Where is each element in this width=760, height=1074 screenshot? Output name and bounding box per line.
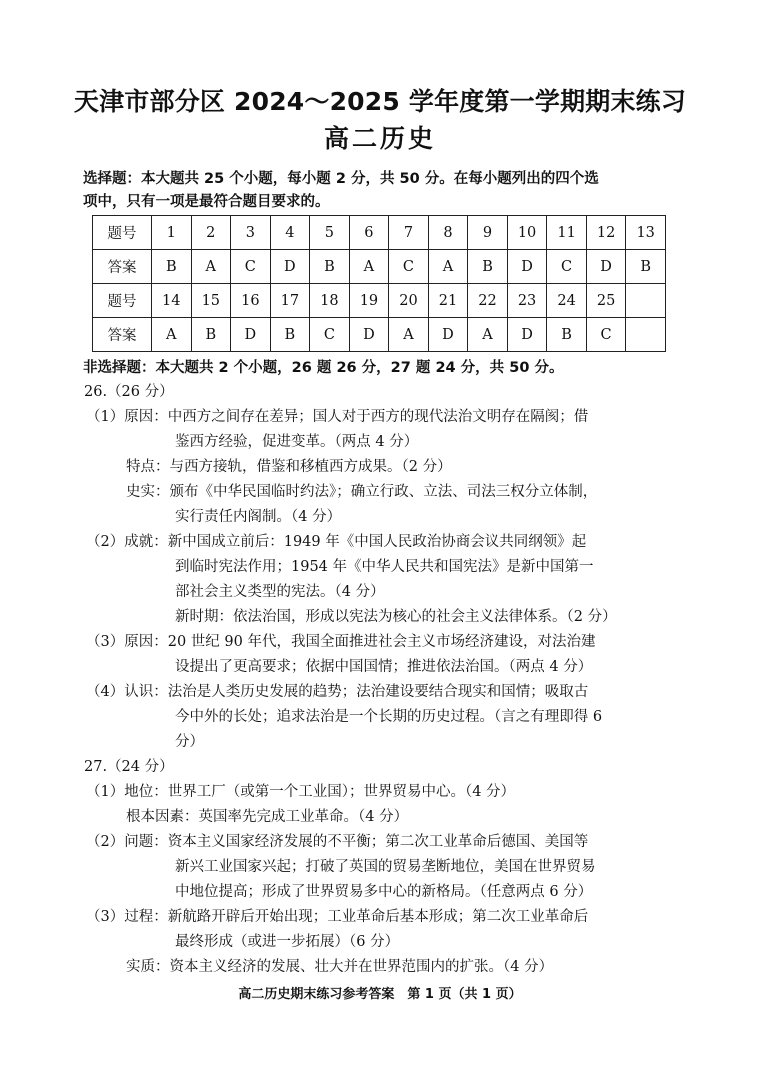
table-cell: 12 — [586, 216, 626, 250]
table-cell: D — [586, 250, 626, 284]
table-cell: 7 — [389, 216, 429, 250]
choice-instructions-line2: 项中，只有一项是最符合题目要求的。 — [83, 194, 330, 210]
table-cell: 5 — [310, 216, 350, 250]
table-cell: 13 — [626, 216, 666, 250]
table-cell: 24 — [547, 284, 587, 318]
answer-line: 中地位提高；形成了世界贸易多中心的新格局。（任意两点 6 分） — [175, 884, 593, 900]
table-cell: 17 — [270, 284, 310, 318]
table-cell: B — [270, 318, 310, 352]
table-cell: 23 — [507, 284, 547, 318]
document-title: 天津市部分区 2024～2025 学年度第一学期期末练习 — [73, 87, 687, 116]
table-cell: C — [231, 250, 271, 284]
choice-instructions-line1: 选择题：本大题共 25 个小题，每小题 2 分，共 50 分。在每小题列出的四个选 — [83, 171, 599, 187]
row-header-num: 题号 — [93, 284, 152, 318]
table-cell: C — [586, 318, 626, 352]
table-cell: 19 — [349, 284, 389, 318]
table-row-answers-2 — [93, 318, 666, 352]
table-cell: A — [389, 318, 429, 352]
answer-line: 分） — [175, 734, 204, 750]
answer-line: 鉴西方经验，促进变革。（两点 4 分） — [175, 434, 419, 450]
q26-heading: 26.（26 分） — [84, 384, 174, 400]
table-cell: 14 — [152, 284, 192, 318]
table-cell: B — [468, 250, 508, 284]
table-cell: 6 — [349, 216, 389, 250]
table-cell: 20 — [389, 284, 429, 318]
table-cell: 1 — [152, 216, 192, 250]
table-row-numbers-2 — [93, 284, 666, 318]
table-cell: B — [626, 250, 666, 284]
table-cell: A — [428, 250, 468, 284]
table-cell: A — [152, 318, 192, 352]
row-header-ans: 答案 — [93, 250, 152, 284]
table-cell: C — [310, 318, 350, 352]
document-subtitle: 高二历史 — [323, 124, 436, 153]
answer-line: （3）原因：20 世纪 90 年代，我国全面推进社会主义市场经济建设，对法治建 — [86, 634, 596, 650]
table-row-answers-1 — [93, 250, 666, 284]
row-header-num: 题号 — [93, 216, 152, 250]
answer-line: 部社会主义类型的宪法。（4 分） — [175, 584, 385, 600]
nonchoice-instructions: 非选择题：本大题共 2 个小题，26 题 26 分，27 题 24 分，共 50 分。 — [83, 360, 564, 376]
answer-line: （4）认识：法治是人类历史发展的趋势；法治建设要结合现实和国情；吸取古 — [86, 684, 589, 700]
answer-line: （2）成就：新中国成立前后：1949 年《中国人民政治协商会议共同纲领》起 — [86, 534, 587, 550]
table-row-numbers-1 — [93, 216, 666, 250]
row-header-ans: 答案 — [93, 318, 152, 352]
table-cell: D — [270, 250, 310, 284]
answer-table — [92, 215, 666, 352]
page-footer: 高二历史期末练习参考答案 第 1 页（共 1 页） — [238, 987, 522, 1002]
table-cell: 2 — [191, 216, 231, 250]
table-cell: 16 — [231, 284, 271, 318]
answer-line: 根本因素：英国率先完成工业革命。（4 分） — [126, 809, 409, 825]
table-cell: D — [349, 318, 389, 352]
answer-line: 设提出了更高要求；依据中国国情；推进依法治国。（两点 4 分） — [175, 659, 593, 675]
table-cell: D — [231, 318, 271, 352]
table-cell: B — [310, 250, 350, 284]
q27-heading: 27.（24 分） — [84, 759, 174, 775]
table-cell: 3 — [231, 216, 271, 250]
answer-line: 最终形成（或进一步拓展）（6 分） — [175, 934, 400, 950]
table-cell: 8 — [428, 216, 468, 250]
table-cell: 25 — [586, 284, 626, 318]
table-cell: 10 — [507, 216, 547, 250]
table-cell: C — [547, 250, 587, 284]
table-cell: D — [507, 250, 547, 284]
table-cell — [626, 284, 666, 318]
answer-line: 特点：与西方接轨，借鉴和移植西方成果。（2 分） — [126, 459, 452, 475]
answer-line: （2）问题：资本主义国家经济发展的不平衡；第二次工业革命后德国、美国等 — [86, 834, 589, 850]
answer-line: （3）过程：新航路开辟后开始出现；工业革命后基本形成；第二次工业革命后 — [86, 909, 589, 925]
table-cell: B — [152, 250, 192, 284]
answer-line: 新兴工业国家兴起；打破了英国的贸易垄断地位，美国在世界贸易 — [175, 859, 596, 875]
answer-line: （1）原因：中西方之间存在差异；国人对于西方的现代法治文明存在隔阂；借 — [86, 409, 589, 425]
table-cell: B — [191, 318, 231, 352]
table-cell — [626, 318, 666, 352]
table-cell: D — [428, 318, 468, 352]
answer-line: 新时期：依法治国，形成以宪法为核心的社会主义法律体系。（2 分） — [175, 609, 617, 625]
table-cell: 4 — [270, 216, 310, 250]
table-cell: B — [547, 318, 587, 352]
table-cell: 22 — [468, 284, 508, 318]
table-cell: D — [507, 318, 547, 352]
answer-line: 今中外的长处；追求法治是一个长期的历史过程。（言之有理即得 6 — [175, 709, 603, 725]
answer-line: 实质：资本主义经济的发展、壮大并在世界范围内的扩张。（4 分） — [126, 959, 554, 975]
table-cell: 11 — [547, 216, 587, 250]
table-cell: A — [191, 250, 231, 284]
answer-line: （1）地位：世界工厂（或第一个工业国）；世界贸易中心。（4 分） — [86, 784, 516, 800]
table-cell: 15 — [191, 284, 231, 318]
table-cell: A — [349, 250, 389, 284]
answer-line: 史实：颁布《中华民国临时约法》；确立行政、立法、司法三权分立体制， — [126, 484, 598, 500]
table-cell: 21 — [428, 284, 468, 318]
answer-line: 到临时宪法作用；1954 年《中华人民共和国宪法》是新中国第一 — [175, 559, 594, 575]
table-cell: 18 — [310, 284, 350, 318]
answer-line: 实行责任内阁制。（4 分） — [175, 509, 342, 525]
table-cell: 9 — [468, 216, 508, 250]
table-cell: A — [468, 318, 508, 352]
table-cell: C — [389, 250, 429, 284]
